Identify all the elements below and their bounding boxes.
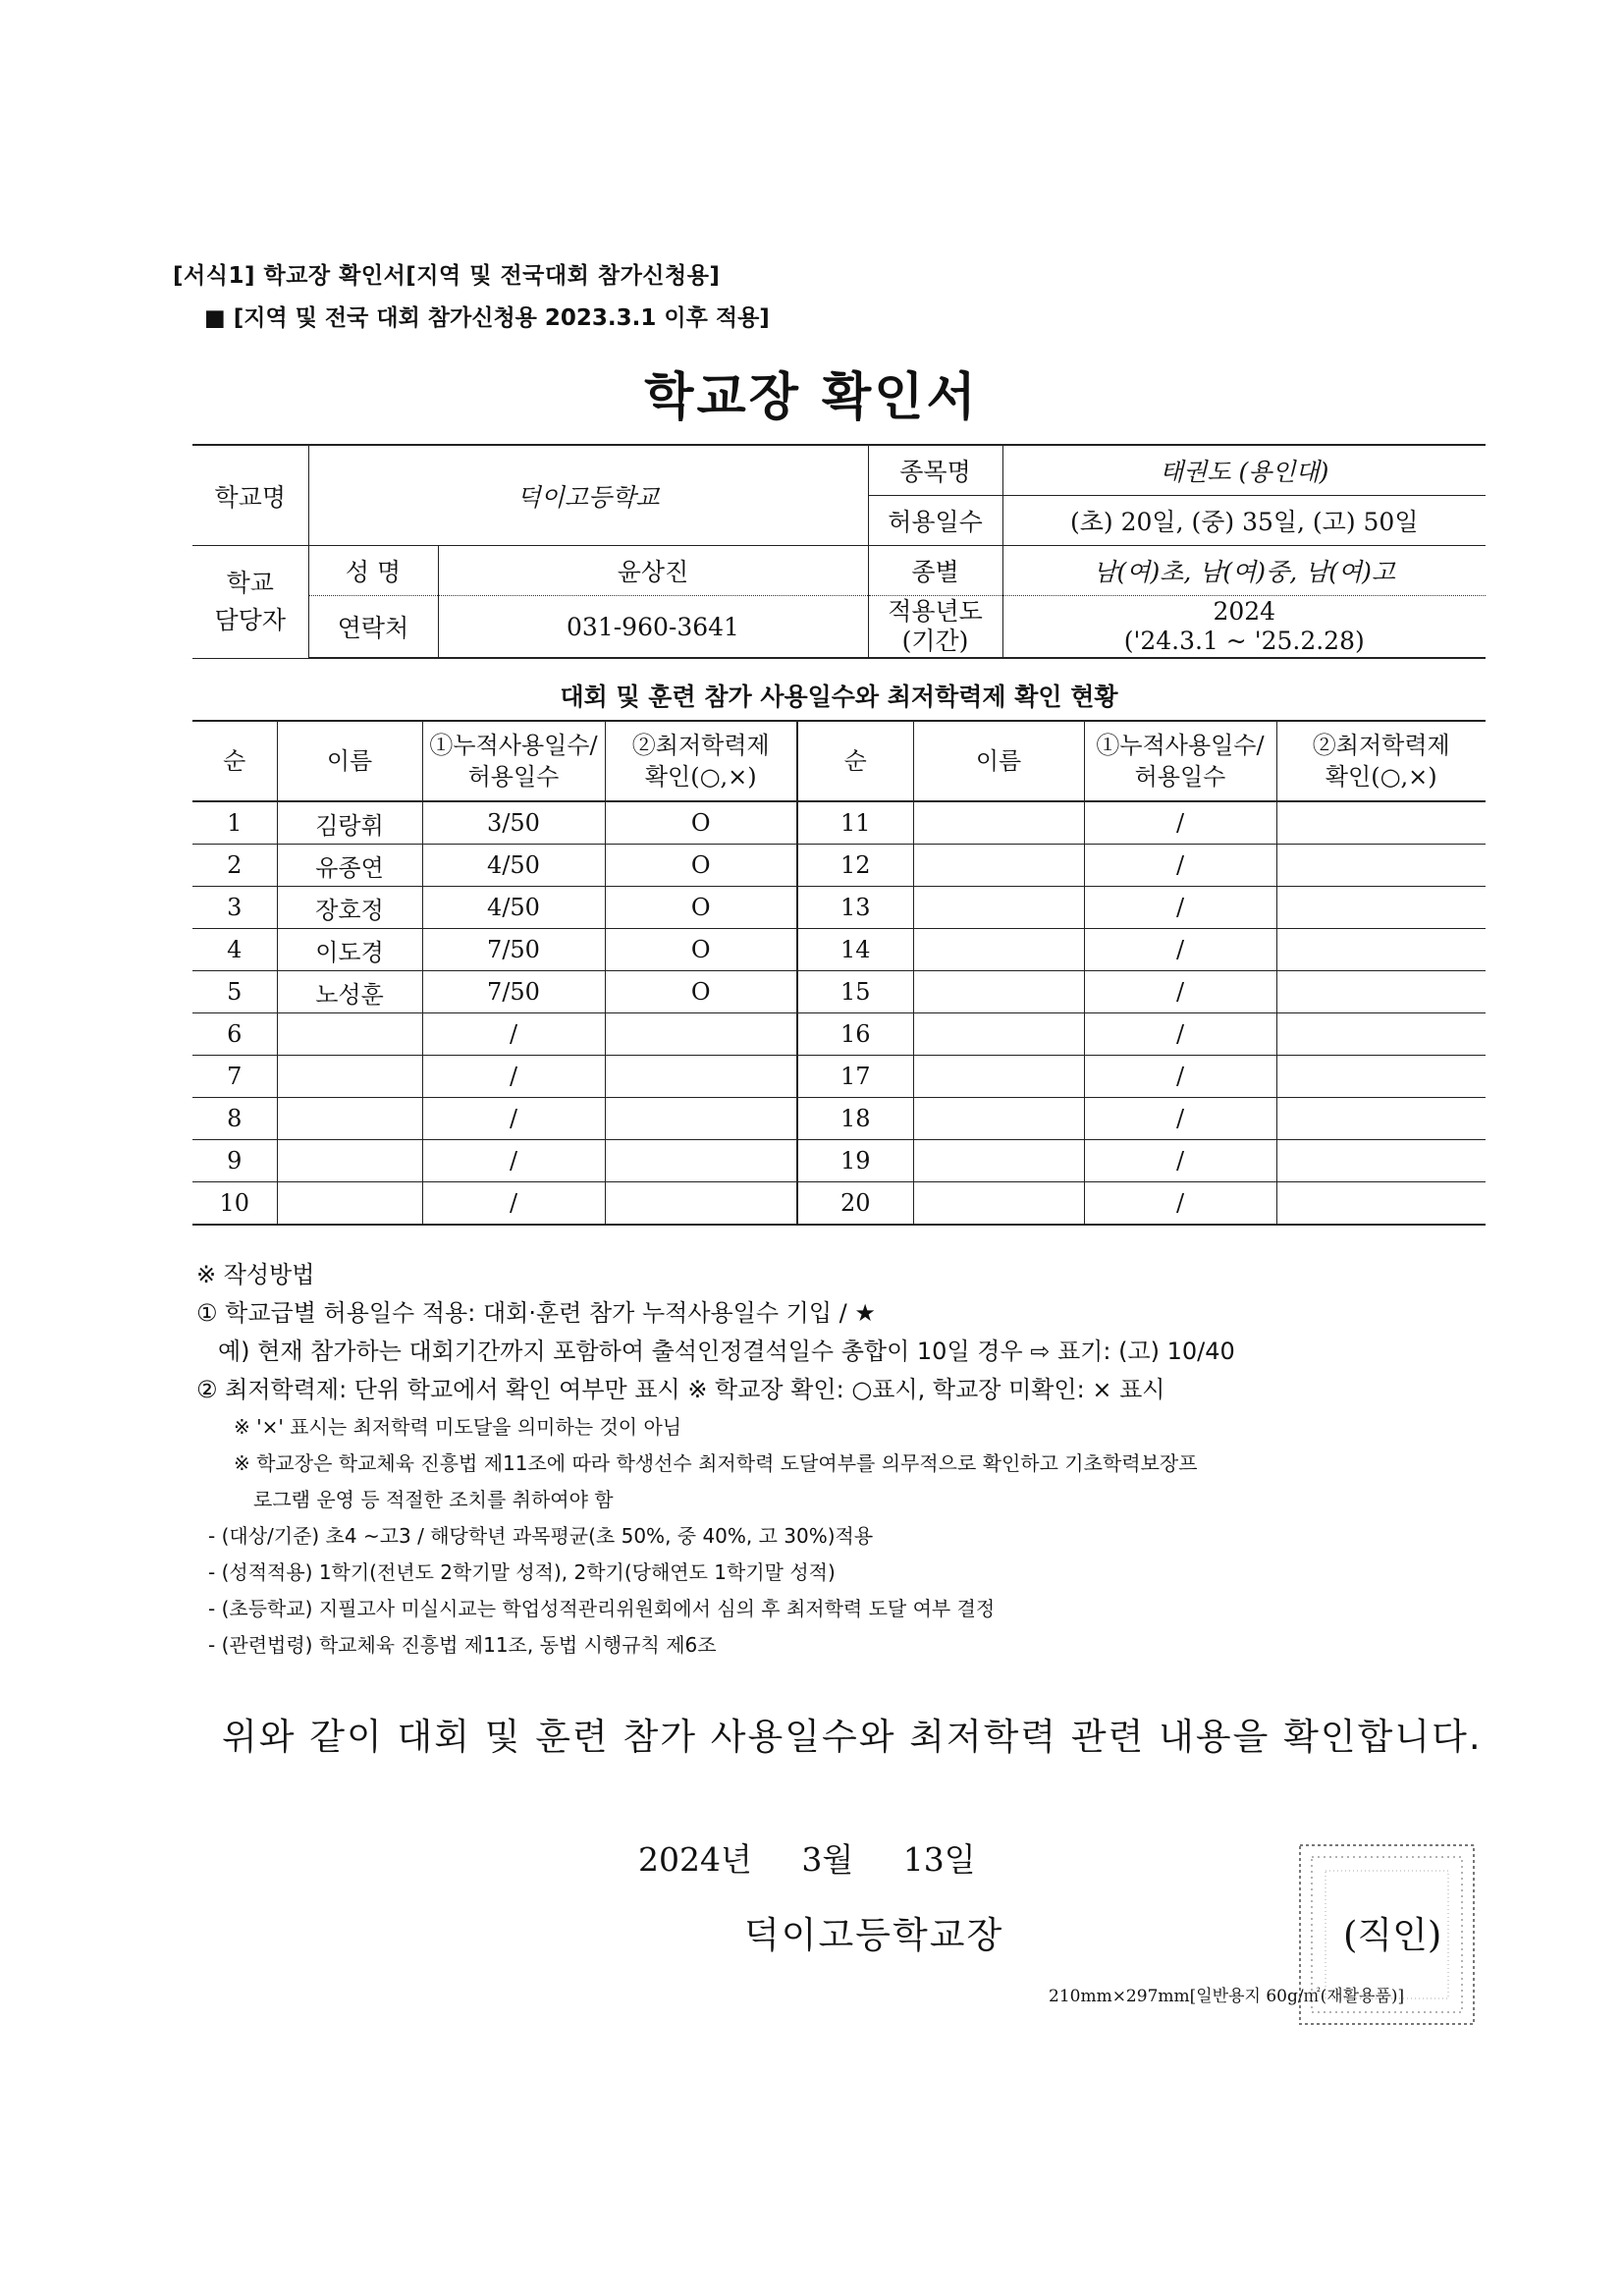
- col-name-header: 이름: [913, 721, 1084, 801]
- year-value: 2024: [1213, 597, 1276, 626]
- row-number: 5: [192, 971, 277, 1013]
- row-number: 9: [192, 1140, 277, 1182]
- used-days: /: [422, 1140, 605, 1182]
- row-number: 11: [797, 801, 913, 845]
- academic-check: O: [605, 801, 797, 845]
- student-name: [277, 1098, 422, 1140]
- student-name: [913, 971, 1084, 1013]
- table-row: [192, 1140, 1486, 1182]
- used-days: /: [1084, 845, 1276, 887]
- note-item-1-example: 예) 현재 참가하는 대회기간까지 포함하여 출석인정결석일수 총합이 10일 경우 ⇨ 표기: (고) 10/40: [218, 1338, 1235, 1365]
- academic-check: O: [605, 845, 797, 887]
- col-check-header: ②최저학력제 확인(○,×): [605, 721, 797, 801]
- row-number: 15: [797, 971, 913, 1013]
- issue-date: 2024년 3월 13일: [638, 1840, 976, 1879]
- row-number: 2: [192, 845, 277, 887]
- confirmation-text: 위와 같이 대회 및 훈련 참가 사용일수와 최저학력 관련 내용을 확인합니다.: [222, 1716, 1483, 1758]
- student-name: [277, 1013, 422, 1056]
- table-row: [192, 1013, 1486, 1056]
- academic-check: [605, 1098, 797, 1140]
- used-days: /: [1084, 801, 1276, 845]
- principal-signature-line: 덕이고등학교장: [744, 1914, 1004, 1956]
- used-days: /: [422, 1098, 605, 1140]
- student-name: [277, 1056, 422, 1098]
- student-name: [913, 1056, 1084, 1098]
- row-number: 12: [797, 845, 913, 887]
- row-number: 8: [192, 1098, 277, 1140]
- col-check-header: ②최저학력제 확인(○,×): [1276, 721, 1486, 801]
- used-days: /: [1084, 1182, 1276, 1226]
- academic-check: [605, 1140, 797, 1182]
- event-value: 태권도 (용인대): [1002, 445, 1486, 496]
- allowed-days-label: 허용일수: [868, 496, 1002, 546]
- note-dash-4: - (관련법령) 학교체육 진흥법 제11조, 동법 시행규칙 제6조: [208, 1633, 717, 1657]
- student-name: [913, 929, 1084, 971]
- student-name: [913, 1182, 1084, 1226]
- used-days: 7/50: [422, 971, 605, 1013]
- used-days: /: [422, 1056, 605, 1098]
- academic-check: [605, 1013, 797, 1056]
- used-days: /: [1084, 887, 1276, 929]
- contact-label: 연락처: [308, 596, 438, 659]
- academic-check: [1276, 1056, 1486, 1098]
- paper-spec-footer: 210mm×297mm[일반용지 60g/㎡(재활용품)]: [1049, 1987, 1405, 2006]
- academic-check: [1276, 1140, 1486, 1182]
- used-days: /: [422, 1013, 605, 1056]
- used-days: /: [1084, 1056, 1276, 1098]
- academic-check: [605, 1056, 797, 1098]
- table-row: [192, 1182, 1486, 1226]
- row-number: 4: [192, 929, 277, 971]
- table-row: [192, 887, 1486, 929]
- student-name: 유종연: [277, 845, 422, 887]
- col-no-header: 순: [797, 721, 913, 801]
- student-name: [913, 1098, 1084, 1140]
- year-label: 적용년도 (기간): [868, 596, 1002, 659]
- form-label: [서식1] 학교장 확인서[지역 및 전국대회 참가신청용]: [173, 263, 721, 289]
- status-title: 대회 및 훈련 참가 사용일수와 최저학력제 확인 현황: [560, 683, 1118, 711]
- note-sub-2: ※ 학교장은 학교체육 진흥법 제11조에 따라 학생선수 최저학력 도달여부를 의무적으로 확인하고 기초학력보장프: [234, 1451, 1198, 1475]
- academic-check: [1276, 801, 1486, 845]
- row-number: 18: [797, 1098, 913, 1140]
- row-number: 16: [797, 1013, 913, 1056]
- info-table: [192, 444, 1486, 659]
- used-days: 4/50: [422, 845, 605, 887]
- table-row: [192, 801, 1486, 845]
- academic-check: [1276, 971, 1486, 1013]
- note-sub-1: ※ '×' 표시는 최저학력 미도달을 의미하는 것이 아님: [234, 1415, 682, 1439]
- row-number: 17: [797, 1056, 913, 1098]
- name-value: 윤상진: [438, 546, 868, 596]
- academic-check: O: [605, 971, 797, 1013]
- note-sub-2-cont: 로그램 운영 등 적절한 조치를 취하여야 함: [253, 1488, 614, 1511]
- table-row: [192, 929, 1486, 971]
- student-name: [913, 887, 1084, 929]
- used-days: 3/50: [422, 801, 605, 845]
- document-title: 학교장 확인서: [644, 368, 979, 427]
- note-dash-2: - (성적적용) 1학기(전년도 2학기말 성적), 2학기(당해연도 1학기말 성적): [208, 1560, 836, 1584]
- used-days: /: [1084, 1140, 1276, 1182]
- school-label: 학교명: [192, 445, 308, 546]
- academic-check: [1276, 1098, 1486, 1140]
- academic-check: [1276, 887, 1486, 929]
- status-table: [192, 720, 1486, 1226]
- used-days: /: [1084, 971, 1276, 1013]
- table-row: [192, 845, 1486, 887]
- note-item-1: ① 학교급별 허용일수 적용: 대회·훈련 참가 누적사용일수 기입 / ★: [196, 1299, 876, 1327]
- form-sub-label: ■ [지역 및 전국 대회 참가신청용 2023.3.1 이후 적용]: [204, 305, 770, 331]
- event-label: 종목명: [868, 445, 1002, 496]
- contact-value: 031-960-3641: [438, 596, 868, 659]
- note-dash-1: - (대상/기준) 초4 ~고3 / 해당학년 과목평균(초 50%, 중 40%, 고 30%)적용: [208, 1524, 874, 1548]
- note-item-2: ② 최저학력제: 단위 학교에서 확인 여부만 표시 ※ 학교장 확인: ○표시, 학교장 미확인: × 표시: [196, 1376, 1165, 1403]
- school-name: 덕이고등학교: [308, 445, 868, 546]
- student-name: [913, 845, 1084, 887]
- notes-heading: ※ 작성방법: [196, 1261, 315, 1288]
- student-name: [913, 801, 1084, 845]
- student-name: [277, 1140, 422, 1182]
- row-number: 14: [797, 929, 913, 971]
- academic-check: [1276, 1182, 1486, 1226]
- row-number: 19: [797, 1140, 913, 1182]
- row-number: 10: [192, 1182, 277, 1226]
- row-number: 20: [797, 1182, 913, 1226]
- row-number: 1: [192, 801, 277, 845]
- col-name-header: 이름: [277, 721, 422, 801]
- row-number: 3: [192, 887, 277, 929]
- academic-check: [1276, 845, 1486, 887]
- student-name: 노성훈: [277, 971, 422, 1013]
- used-days: /: [1084, 1013, 1276, 1056]
- row-number: 13: [797, 887, 913, 929]
- table-row: [192, 1098, 1486, 1140]
- student-name: [913, 1013, 1084, 1056]
- used-days: /: [1084, 929, 1276, 971]
- col-days-header: ①누적사용일수/ 허용일수: [422, 721, 605, 801]
- student-name: [913, 1140, 1084, 1182]
- gender-label: 종별: [868, 546, 1002, 596]
- academic-check: [1276, 1013, 1486, 1056]
- row-number: 7: [192, 1056, 277, 1098]
- seal-label: (직인): [1343, 1914, 1442, 1956]
- used-days: 4/50: [422, 887, 605, 929]
- period-value: ('24.3.1 ~ '25.2.28): [1123, 627, 1365, 655]
- row-number: 6: [192, 1013, 277, 1056]
- student-name: [277, 1182, 422, 1226]
- used-days: /: [422, 1182, 605, 1226]
- gender-value: 남(여)초, 남(여)중, 남(여)고: [1002, 546, 1486, 596]
- table-row: [192, 1056, 1486, 1098]
- table-row: [192, 971, 1486, 1013]
- note-dash-3: - (초등학교) 지필고사 미실시교는 학업성적관리위원회에서 심의 후 최저학력 도달 여부 결정: [208, 1597, 996, 1620]
- col-days-header: ①누적사용일수/ 허용일수: [1084, 721, 1276, 801]
- year-cell: [1002, 596, 1486, 659]
- student-name: 이도경: [277, 929, 422, 971]
- academic-check: O: [605, 887, 797, 929]
- student-name: 김랑휘: [277, 801, 422, 845]
- academic-check: [605, 1182, 797, 1226]
- used-days: 7/50: [422, 929, 605, 971]
- name-label: 성 명: [308, 546, 438, 596]
- academic-check: O: [605, 929, 797, 971]
- allowed-days-value: (초) 20일, (중) 35일, (고) 50일: [1002, 496, 1486, 546]
- academic-check: [1276, 929, 1486, 971]
- student-name: 장호정: [277, 887, 422, 929]
- manager-label: 학교 담당자: [192, 546, 308, 659]
- col-no-header: 순: [192, 721, 277, 801]
- used-days: /: [1084, 1098, 1276, 1140]
